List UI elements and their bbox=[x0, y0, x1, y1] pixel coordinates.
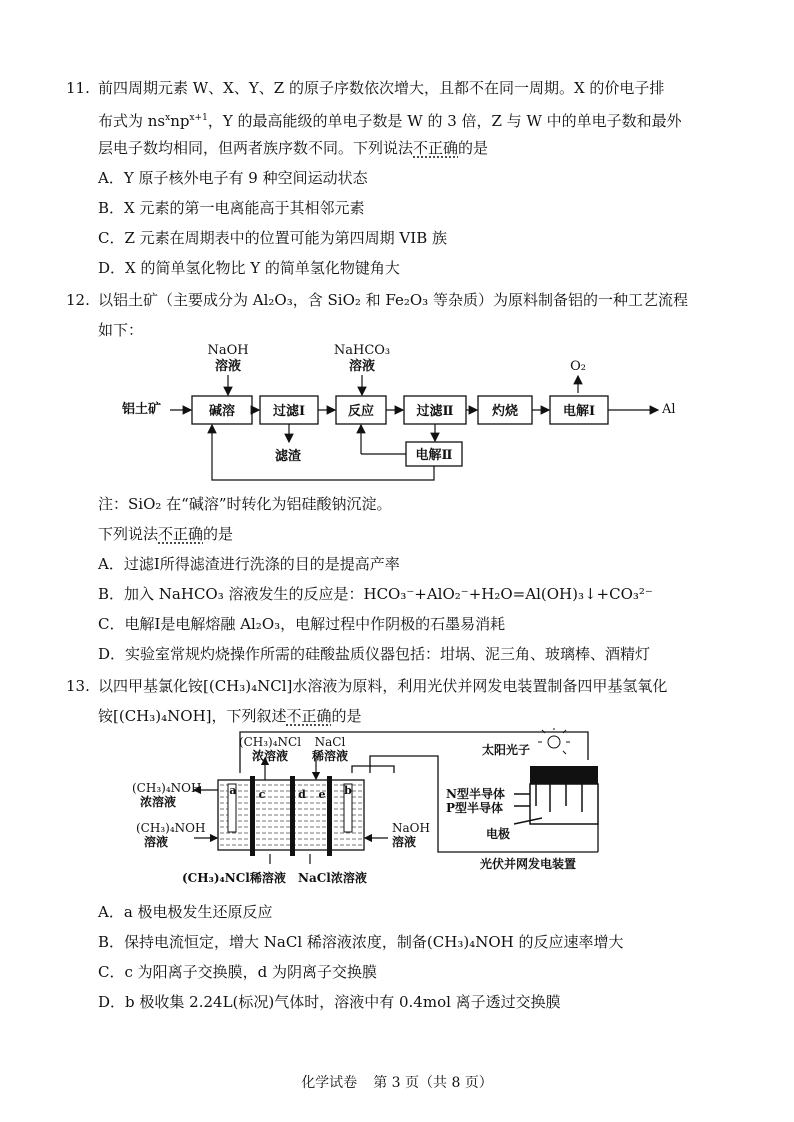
bottom-left-label: (CH₃)₄NCl稀溶液 bbox=[182, 871, 286, 885]
q12-option-b: B．加入 NaHCO₃ 溶液发生的反应是：HCO₃⁻+AlO₂⁻+H₂O=Al(OH)₃↓+CO₃²⁻ bbox=[98, 585, 653, 603]
q12-note: 注：SiO₂ 在“碱溶”时转化为铝硅酸钠沉淀。 bbox=[98, 495, 392, 513]
n-type-label: N型半导体 bbox=[446, 787, 505, 801]
electrolysis-diagram bbox=[130, 728, 610, 892]
naoh-label: NaOH bbox=[207, 343, 249, 358]
svg-text:d: d bbox=[298, 788, 306, 801]
al-label: Al bbox=[662, 402, 676, 417]
svg-text:反应: 反应 bbox=[347, 404, 375, 419]
svg-text:b: b bbox=[344, 784, 352, 797]
svg-text:e: e bbox=[318, 788, 326, 801]
svg-text:过滤Ⅱ: 过滤Ⅱ bbox=[416, 404, 454, 419]
q12-option-c: C．电解Ⅰ是电解熔融 Al₂O₃，电解过程中作阴极的石墨易消耗 bbox=[98, 615, 506, 633]
right-in-label: NaOH bbox=[392, 821, 430, 835]
electrode-label: 电极 bbox=[486, 827, 511, 841]
bottom-right-label: NaCl浓溶液 bbox=[298, 871, 367, 885]
n-type-layer bbox=[530, 766, 598, 784]
q13-line2: 铵[(CH₃)₄NOH]，下列叙述不正确的是 bbox=[98, 707, 362, 725]
q12-line2: 如下： bbox=[98, 321, 144, 339]
q11-option-b: B．X 元素的第一电离能高于其相邻元素 bbox=[98, 199, 365, 217]
q11-option-d: D．X 的简单氢化物比 Y 的简单氢化物键角大 bbox=[98, 259, 400, 277]
q11-option-c: C．Z 元素在周期表中的位置可能为第四周期 VIB 族 bbox=[98, 229, 447, 247]
q11-option-a: A．Y 原子核外电子有 9 种空间运动状态 bbox=[98, 169, 368, 187]
svg-text:溶液: 溶液 bbox=[214, 359, 242, 374]
svg-text:浓溶液: 浓溶液 bbox=[140, 795, 177, 809]
svg-text:a: a bbox=[229, 784, 237, 797]
q11-line3: 层电子数均相同，但两者族序数不同。下列说法不正确的是 bbox=[98, 139, 489, 157]
top-right-label: NaCl bbox=[314, 735, 346, 749]
residue-label: 滤渣 bbox=[274, 449, 302, 464]
sun-label: 太阳光子 bbox=[482, 743, 531, 757]
q13-option-a: A．a 极电极发生还原反应 bbox=[98, 903, 273, 921]
footer-page: 第 3 页（共 8 页） bbox=[373, 1075, 493, 1091]
membrane-c bbox=[250, 776, 255, 856]
bauxite-label: 铝土矿 bbox=[122, 402, 162, 417]
q13-number: 13. bbox=[66, 677, 90, 695]
nahco3-label: NaHCO₃ bbox=[333, 343, 391, 358]
q12-option-a: A．过滤Ⅰ所得滤渣进行洗涤的目的是提高产率 bbox=[98, 555, 400, 573]
p-type-label: P型半导体 bbox=[446, 801, 504, 815]
flow-diagram bbox=[110, 338, 690, 488]
top-left-label: (CH₃)₄NCl bbox=[238, 735, 302, 749]
q13-option-d: D．b 极收集 2.24L(标况)气体时，溶液中有 0.4mol 离子透过交换膜 bbox=[98, 993, 561, 1011]
q12-number: 12. bbox=[66, 291, 90, 309]
membrane-e bbox=[327, 776, 332, 856]
device-label: 光伏并网发电装置 bbox=[480, 857, 577, 871]
svg-text:溶液: 溶液 bbox=[348, 359, 376, 374]
q12-line1: 12. 以铝土矿（主要成分为 Al₂O₃，含 SiO₂ 和 Fe₂O₃ 等杂质）为原料制备铝的一种工艺流程 bbox=[66, 291, 688, 309]
sun-icon bbox=[548, 736, 560, 748]
q11-line1: 11. 前四周期元素 W、X、Y、Z 的原子序数依次增大，且都不在同一周期。X 的价电子排 bbox=[66, 79, 665, 97]
svg-text:电解Ⅰ: 电解Ⅰ bbox=[562, 404, 596, 419]
svg-text:c: c bbox=[258, 788, 266, 801]
svg-text:溶液: 溶液 bbox=[392, 835, 417, 849]
svg-text:溶液: 溶液 bbox=[144, 835, 169, 849]
left-in-label: (CH₃)₄NOH bbox=[136, 821, 206, 835]
svg-text:稀溶液: 稀溶液 bbox=[311, 749, 349, 763]
q11-line2: 布式为 $ns^xnp^{x+1}$，Y 的最高能级的单电子数是 W 的 3 倍，Z 与 W 中的单电子数和最外 bbox=[98, 112, 682, 130]
left-out-label: (CH₃)₄NOH bbox=[132, 781, 202, 795]
o2-label: O₂ bbox=[570, 359, 586, 374]
svg-text:碱溶: 碱溶 bbox=[208, 404, 236, 419]
q12-option-d: D．实验室常规灼烧操作所需的硅酸盐质仪器包括：坩埚、泥三角、玻璃棒、酒精灯 bbox=[98, 645, 651, 663]
svg-text:灼烧: 灼烧 bbox=[491, 404, 519, 419]
q12-ask: 下列说法不正确的是 bbox=[98, 525, 234, 543]
svg-text:电解Ⅱ: 电解Ⅱ bbox=[415, 448, 453, 463]
svg-text:浓溶液: 浓溶液 bbox=[251, 749, 289, 763]
footer-subject: 化学试卷 bbox=[301, 1075, 358, 1091]
q13-option-b: B．保持电流恒定，增大 NaCl 稀溶液浓度，制备(CH₃)₄NOH 的反应速率增大 bbox=[98, 933, 624, 951]
q13-option-c: C．c 为阳离子交换膜，d 为阴离子交换膜 bbox=[98, 963, 378, 981]
membrane-d bbox=[290, 776, 295, 856]
q11-number: 11. bbox=[66, 79, 90, 97]
q13-line1: 13. 以四甲基氯化铵[(CH₃)₄NCl]水溶液为原料，利用光伏并网发电装置制备四甲基氢氧化 bbox=[66, 677, 668, 695]
page-footer bbox=[0, 1072, 794, 1092]
svg-text:过滤Ⅰ: 过滤Ⅰ bbox=[272, 404, 306, 419]
